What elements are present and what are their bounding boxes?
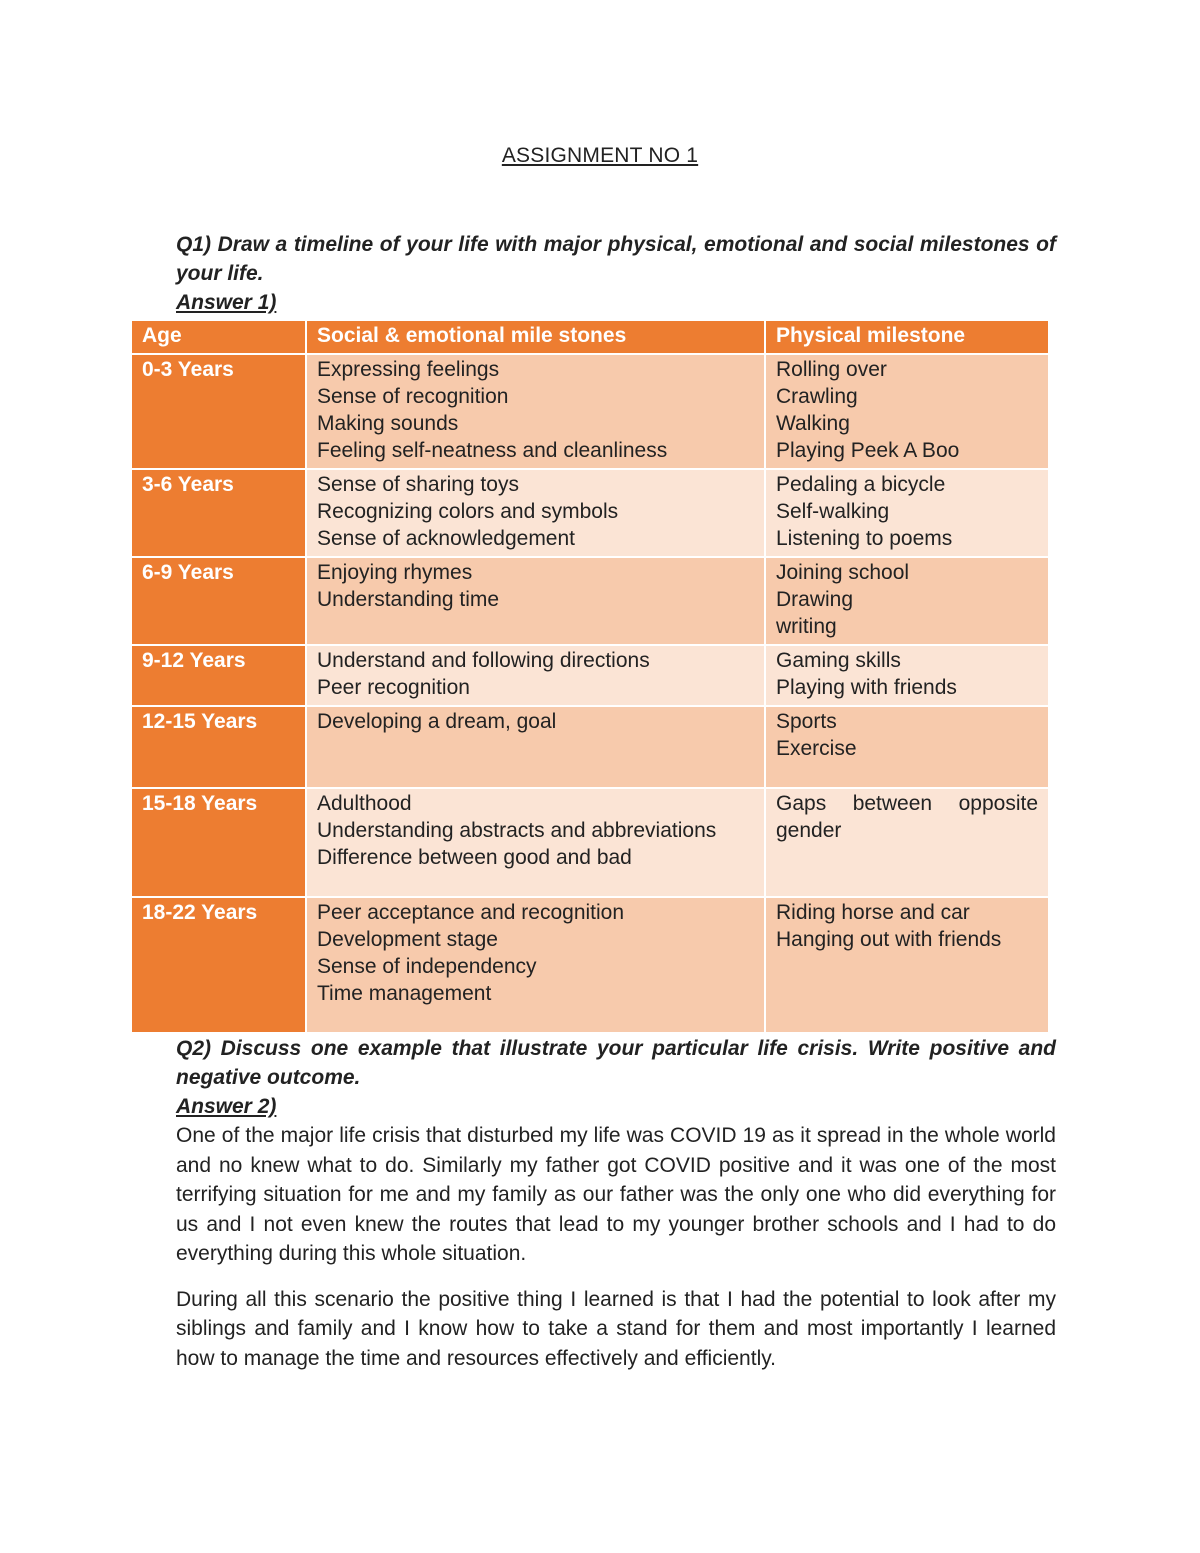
social-item: Sense of sharing toys [317, 473, 519, 496]
physical-item: Drawing [776, 588, 854, 611]
social-item: Expressing feelings [317, 358, 500, 381]
physical-cell [765, 354, 1049, 469]
physical-cell [765, 706, 1049, 788]
table-row [131, 706, 1049, 788]
physical-item: Walking [776, 412, 850, 435]
social-item: Understanding time [317, 588, 500, 611]
social-item: Adulthood [317, 792, 412, 815]
table-row [131, 788, 1049, 897]
social-item: Enjoying rhymes [317, 561, 473, 584]
physical-item: Hanging out with friends [776, 928, 1002, 951]
physical-item: Sports [776, 710, 837, 733]
milestones-table [130, 319, 1050, 1034]
physical-item: Joining school [776, 561, 910, 584]
social-item: Sense of acknowledgement [317, 527, 575, 550]
age-cell: 12-15 Years [131, 706, 306, 788]
physical-item: Riding horse and car [776, 901, 970, 924]
age-cell: 3-6 Years [131, 469, 306, 557]
social-item: Time management [317, 982, 492, 1005]
table-header-row [131, 320, 1049, 354]
social-cell [306, 897, 765, 1033]
answer-2-label: Answer 2) [176, 1095, 277, 1118]
question-2-section [176, 1034, 1056, 1389]
question-1: Q1) Draw a timeline of your life with major physical, emotional and social milestones of your life. [176, 233, 1056, 285]
physical-cell [765, 897, 1049, 1033]
social-cell [306, 469, 765, 557]
header-age: Age [131, 320, 306, 354]
page-title: ASSIGNMENT NO 1 [501, 144, 699, 167]
physical-cell [765, 469, 1049, 557]
social-cell [306, 788, 765, 897]
physical-item: writing [776, 615, 837, 638]
physical-item: Exercise [776, 737, 857, 760]
social-item: Development stage [317, 928, 498, 951]
social-item: Sense of recognition [317, 385, 509, 408]
physical-item: Pedaling a bicycle [776, 473, 946, 496]
physical-item: Rolling over [776, 358, 887, 381]
table-row [131, 645, 1049, 706]
physical-item: Playing with friends [776, 676, 957, 699]
physical-item: Self-walking [776, 500, 890, 523]
social-cell [306, 706, 765, 788]
social-item: Developing a dream, goal [317, 710, 557, 733]
social-item: Understanding abstracts and abbreviations [317, 819, 717, 842]
physical-item: Gaps between opposite gender [776, 792, 1038, 842]
physical-item: Listening to poems [776, 527, 953, 550]
table-row [131, 897, 1049, 1033]
physical-item: Crawling [776, 385, 858, 408]
social-cell [306, 354, 765, 469]
question-1-section [176, 230, 1056, 317]
physical-cell [765, 788, 1049, 897]
social-item: Peer recognition [317, 676, 470, 699]
age-cell: 9-12 Years [131, 645, 306, 706]
social-item: Peer acceptance and recognition [317, 901, 625, 924]
answer-1-label: Answer 1) [176, 291, 277, 314]
table-row [131, 354, 1049, 469]
social-cell [306, 645, 765, 706]
social-item: Recognizing colors and symbols [317, 500, 619, 523]
answer-2-paragraph: During all this scenario the positive thing I learned is that I had the potential to look after my siblings and family and I know how to take a stand for them and most importantly I learned how to manage the time and resources effectively and efficiently. [176, 1287, 1056, 1370]
physical-item: Gaming skills [776, 649, 901, 672]
header-social-emotional: Social & emotional mile stones [306, 320, 765, 354]
social-item: Feeling self-neatness and cleanliness [317, 439, 668, 462]
physical-cell [765, 557, 1049, 645]
social-item: Sense of independency [317, 955, 537, 978]
social-item: Making sounds [317, 412, 459, 435]
answer-2-paragraph: One of the major life crisis that disturbed my life was COVID 19 as it spread in the whole world and no knew what to do. Similarly my father got COVID positive and it was one of the most terrifying situation for me and my family as our father was the only one who did everything for us and I not even knew the routes that lead to my younger brother schools and I had to do everything during this whole situation. [176, 1124, 1056, 1265]
age-cell: 18-22 Years [131, 897, 306, 1033]
age-cell: 0-3 Years [131, 354, 306, 469]
physical-cell [765, 645, 1049, 706]
table-row [131, 469, 1049, 557]
physical-item: Playing Peek A Boo [776, 439, 960, 462]
social-item: Understand and following directions [317, 649, 650, 672]
social-item: Difference between good and bad [317, 846, 632, 869]
table-row [131, 557, 1049, 645]
question-2: Q2) Discuss one example that illustrate your particular life crisis. Write positive and negative outcome. [176, 1037, 1056, 1089]
social-cell [306, 557, 765, 645]
header-physical: Physical milestone [765, 320, 1049, 354]
age-cell: 6-9 Years [131, 557, 306, 645]
age-cell: 15-18 Years [131, 788, 306, 897]
